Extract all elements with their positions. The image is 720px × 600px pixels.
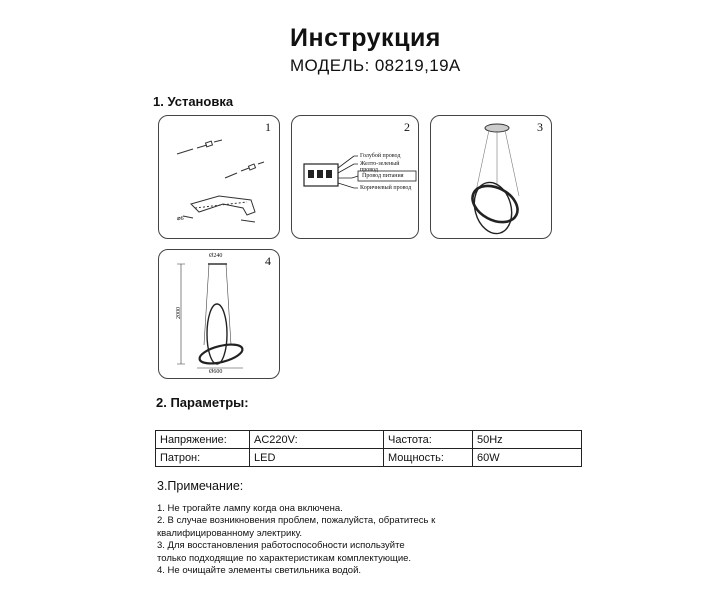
section-params-heading: 2. Параметры:: [156, 395, 249, 410]
section-notes-heading: 3.Примечание:: [157, 479, 244, 493]
note-line: 3. Для восстановления работоспособности используйте: [157, 540, 405, 552]
mounting-hardware-illustration: [159, 116, 279, 238]
install-panel-1: [158, 115, 280, 239]
dim-height: 2000: [176, 307, 182, 319]
param-label: Патрон:: [156, 449, 250, 467]
note-line: 4. Не очищайте элементы светильника водой.: [157, 565, 362, 577]
fixture-illustration: [431, 116, 551, 238]
wire-label-brown: Коричневый провод: [360, 185, 412, 191]
param-label: Частота:: [384, 431, 473, 449]
params-row: [156, 431, 582, 449]
wire-label-power: Провод питания: [362, 173, 404, 179]
params-row: [156, 449, 582, 467]
note-line: только подходящие по характеристикам комплектующие.: [157, 552, 412, 564]
note-line: 1. Не трогайте лампу когда она включена.: [157, 503, 343, 514]
param-value: 60W: [473, 449, 582, 467]
note-line: квалифицированному электрику.: [157, 527, 303, 539]
params-table: [155, 430, 582, 467]
dim-top-diameter: Ø240: [209, 253, 223, 259]
note-line: 2. В случае возникновения проблем, пожалуйста, обратитесь к: [157, 515, 436, 527]
model-number: МОДЕЛЬ: 08219,19A: [290, 56, 461, 75]
param-value: 50Hz: [473, 431, 582, 449]
page-title: Инструкция: [290, 24, 441, 52]
param-label: Напряжение:: [156, 431, 250, 449]
section-install-heading: 1. Установка: [153, 94, 234, 109]
wire-label-yellow-green: Желто-зеленый провод: [360, 161, 400, 173]
panel-number: 3: [537, 120, 543, 134]
panel-number: 4: [265, 254, 271, 268]
dim-bottom-diameter: Ø600: [209, 369, 223, 375]
param-label: Мощность:: [384, 449, 473, 467]
panel-number: 2: [404, 120, 410, 134]
svg-text:⌀6: ⌀6: [177, 216, 184, 222]
notes-list: [157, 503, 435, 577]
install-panel-2: [291, 115, 419, 239]
install-panel-3: [430, 115, 552, 239]
panel-number: 1: [265, 120, 271, 134]
install-panel-4: [158, 249, 280, 379]
wire-label-blue: Голубой провод: [360, 153, 401, 159]
param-value: AC220V:: [250, 431, 384, 449]
param-value: LED: [250, 449, 384, 467]
